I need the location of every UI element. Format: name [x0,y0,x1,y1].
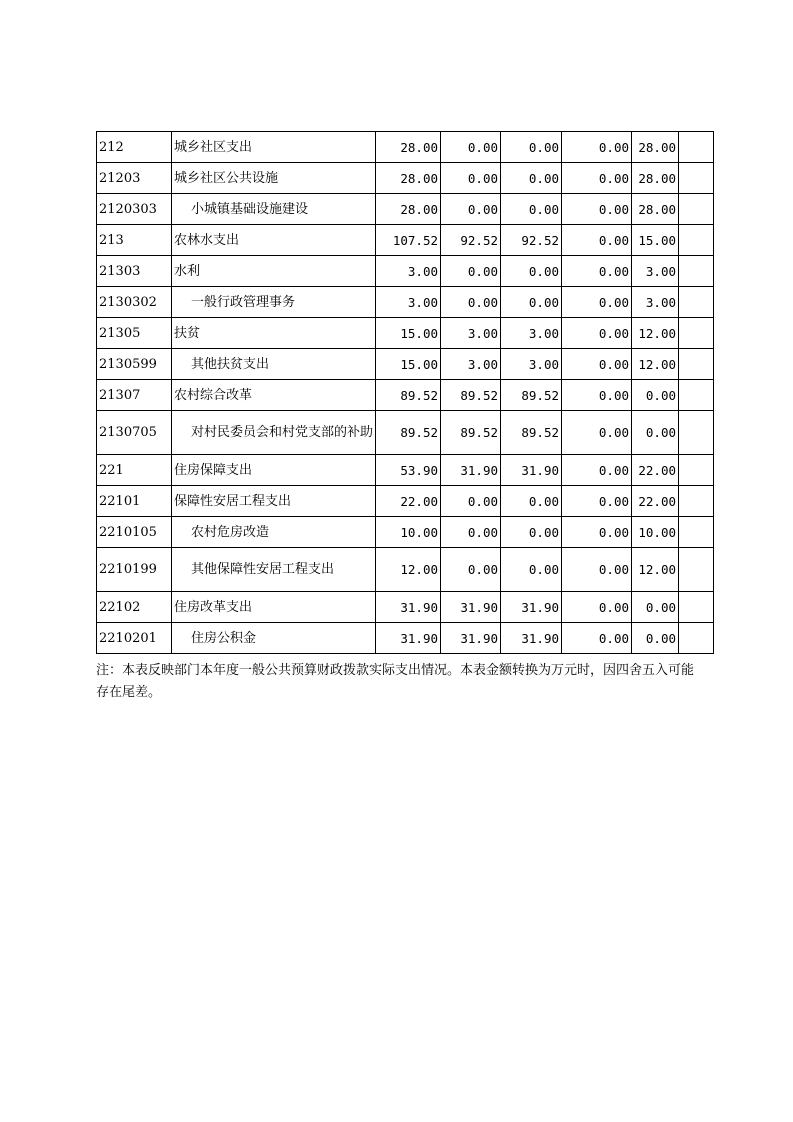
subject-code-cell: 21203 [97,163,172,194]
amount-cell [679,163,714,194]
amount-cell: 0.00 [562,256,632,287]
amount-cell [679,517,714,548]
table-row [97,132,714,163]
amount-cell: 31.90 [376,623,441,654]
amount-cell: 12.00 [632,318,679,349]
amount-cell: 0.00 [632,380,679,411]
subject-code-cell: 2130302 [97,287,172,318]
amount-cell: 0.00 [562,623,632,654]
amount-cell: 0.00 [441,287,501,318]
amount-cell: 107.52 [376,225,441,256]
amount-cell: 0.00 [501,132,562,163]
amount-cell: 10.00 [376,517,441,548]
amount-cell: 0.00 [501,548,562,592]
amount-cell: 22.00 [632,486,679,517]
subject-name-cell: 水利 [172,256,376,287]
amount-cell: 0.00 [441,163,501,194]
amount-cell [679,486,714,517]
amount-cell [679,349,714,380]
amount-cell [679,623,714,654]
amount-cell [679,380,714,411]
table-row [97,592,714,623]
amount-cell: 3.00 [376,287,441,318]
table-row [97,548,714,592]
amount-cell: 0.00 [501,287,562,318]
amount-cell: 3.00 [632,256,679,287]
subject-name-cell: 对村民委员会和村党支部的补助 [172,411,376,455]
amount-cell: 31.90 [501,623,562,654]
subject-name-cell: 小城镇基础设施建设 [172,194,376,225]
amount-cell: 22.00 [632,455,679,486]
subject-code-cell: 2210199 [97,548,172,592]
amount-cell: 31.90 [376,592,441,623]
amount-cell: 31.90 [501,455,562,486]
amount-cell: 0.00 [632,623,679,654]
amount-cell: 0.00 [441,517,501,548]
amount-cell: 0.00 [441,194,501,225]
subject-code-cell: 2210201 [97,623,172,654]
amount-cell: 28.00 [632,194,679,225]
amount-cell: 3.00 [632,287,679,318]
table-row [97,349,714,380]
amount-cell: 28.00 [632,163,679,194]
amount-cell: 31.90 [441,455,501,486]
amount-cell: 22.00 [376,486,441,517]
amount-cell [679,455,714,486]
table-row [97,486,714,517]
amount-cell: 10.00 [632,517,679,548]
amount-cell: 0.00 [562,349,632,380]
amount-cell: 0.00 [441,486,501,517]
amount-cell [679,194,714,225]
amount-cell: 12.00 [632,548,679,592]
expenditure-table [96,131,714,654]
amount-cell: 0.00 [501,163,562,194]
amount-cell: 28.00 [376,163,441,194]
amount-cell: 0.00 [632,411,679,455]
amount-cell [679,592,714,623]
table-row [97,455,714,486]
table-row [97,517,714,548]
amount-cell: 3.00 [376,256,441,287]
subject-name-cell: 其他保障性安居工程支出 [172,548,376,592]
amount-cell: 0.00 [501,517,562,548]
subject-name-cell: 扶贫 [172,318,376,349]
table-row [97,623,714,654]
amount-cell: 0.00 [562,455,632,486]
amount-cell: 0.00 [562,380,632,411]
amount-cell: 0.00 [501,194,562,225]
amount-cell [679,411,714,455]
amount-cell [679,256,714,287]
amount-cell: 0.00 [562,548,632,592]
table-row [97,194,714,225]
amount-cell: 0.00 [441,548,501,592]
subject-code-cell: 22102 [97,592,172,623]
table-body [97,132,714,654]
subject-code-cell: 21307 [97,380,172,411]
amount-cell: 12.00 [632,349,679,380]
subject-code-cell: 221 [97,455,172,486]
amount-cell: 0.00 [562,517,632,548]
amount-cell: 15.00 [632,225,679,256]
amount-cell: 12.00 [376,548,441,592]
amount-cell: 92.52 [441,225,501,256]
amount-cell: 28.00 [632,132,679,163]
subject-name-cell: 城乡社区公共设施 [172,163,376,194]
amount-cell: 89.52 [441,380,501,411]
subject-code-cell: 22101 [97,486,172,517]
amount-cell [679,225,714,256]
amount-cell [679,548,714,592]
subject-code-cell: 213 [97,225,172,256]
amount-cell: 0.00 [441,256,501,287]
subject-name-cell: 住房公积金 [172,623,376,654]
amount-cell: 3.00 [441,318,501,349]
table-row [97,256,714,287]
table-row [97,318,714,349]
amount-cell [679,318,714,349]
amount-cell [679,132,714,163]
amount-cell: 0.00 [562,318,632,349]
amount-cell: 0.00 [632,592,679,623]
amount-cell: 89.52 [376,411,441,455]
amount-cell: 3.00 [501,349,562,380]
subject-name-cell: 住房保障支出 [172,455,376,486]
amount-cell: 0.00 [562,592,632,623]
amount-cell: 28.00 [376,132,441,163]
table-row [97,225,714,256]
subject-name-cell: 农林水支出 [172,225,376,256]
amount-cell: 0.00 [562,225,632,256]
amount-cell: 0.00 [562,163,632,194]
amount-cell [679,287,714,318]
amount-cell: 28.00 [376,194,441,225]
subject-code-cell: 2130705 [97,411,172,455]
subject-code-cell: 2120303 [97,194,172,225]
amount-cell: 89.52 [376,380,441,411]
subject-name-cell: 城乡社区支出 [172,132,376,163]
amount-cell: 3.00 [441,349,501,380]
amount-cell: 31.90 [441,623,501,654]
subject-name-cell: 其他扶贫支出 [172,349,376,380]
amount-cell: 31.90 [501,592,562,623]
subject-name-cell: 农村综合改革 [172,380,376,411]
amount-cell: 0.00 [562,287,632,318]
subject-name-cell: 保障性安居工程支出 [172,486,376,517]
amount-cell: 53.90 [376,455,441,486]
subject-code-cell: 212 [97,132,172,163]
subject-code-cell: 2210105 [97,517,172,548]
table-row [97,163,714,194]
subject-code-cell: 2130599 [97,349,172,380]
amount-cell: 89.52 [441,411,501,455]
amount-cell: 15.00 [376,318,441,349]
amount-cell: 0.00 [562,132,632,163]
amount-cell: 0.00 [562,194,632,225]
table-row [97,380,714,411]
subject-code-cell: 21303 [97,256,172,287]
amount-cell: 0.00 [441,132,501,163]
amount-cell: 89.52 [501,380,562,411]
table-row [97,411,714,455]
subject-code-cell: 21305 [97,318,172,349]
amount-cell: 0.00 [562,486,632,517]
subject-name-cell: 住房改革支出 [172,592,376,623]
amount-cell: 0.00 [501,256,562,287]
amount-cell: 3.00 [501,318,562,349]
subject-name-cell: 农村危房改造 [172,517,376,548]
amount-cell: 31.90 [441,592,501,623]
amount-cell: 15.00 [376,349,441,380]
table-row [97,287,714,318]
subject-name-cell: 一般行政管理事务 [172,287,376,318]
amount-cell: 0.00 [562,411,632,455]
table-note: 注：本表反映部门本年度一般公共预算财政拨款实际支出情况。本表金额转换为万元时，因四舍五入可能存在尾差。 [96,663,695,700]
amount-cell: 92.52 [501,225,562,256]
amount-cell: 0.00 [501,486,562,517]
amount-cell: 89.52 [501,411,562,455]
